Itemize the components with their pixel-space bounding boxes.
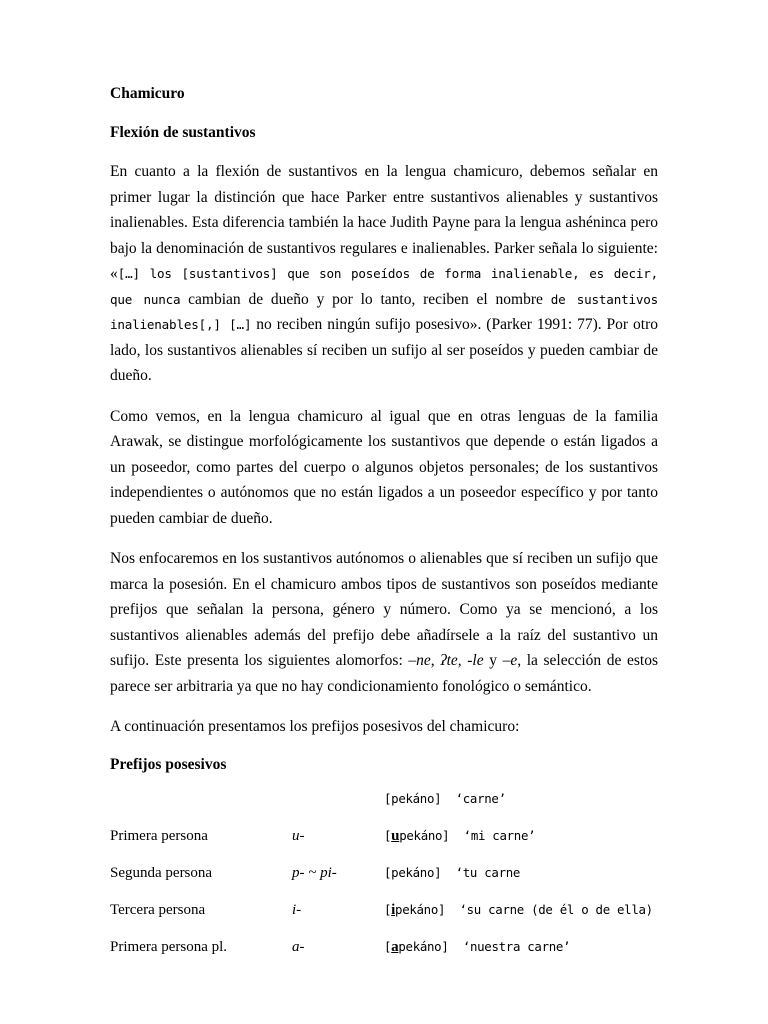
prefix-row-prefix: i-	[292, 901, 302, 918]
paragraph-1-quote-b: de sustantivos inalienables[,] […]	[110, 291, 658, 332]
prefix-row	[110, 828, 658, 865]
prefix-row-example	[384, 902, 653, 919]
prefix-row-prefix: a-	[292, 938, 305, 955]
example-bracket: [	[384, 901, 392, 917]
prefix-row	[110, 902, 658, 939]
document-page	[110, 84, 658, 976]
example-bold-prefix: a	[391, 938, 399, 955]
prefix-table	[110, 791, 658, 976]
paragraph-3-text-b: , la selección de estos parece ser arbitraria ya que no hay condicionamiento fonológico o semántico.	[110, 652, 659, 695]
example-gloss: ‘carne’	[441, 790, 506, 806]
paragraph-1-text-b: cambian de dueño y por lo tanto, reciben el nombre	[180, 290, 551, 308]
example-gloss: ‘tu carne	[441, 864, 521, 880]
paragraph-1-text-c: no reciben ningún sufijo posesivo». (Parker 1991: 77). Por otro lado, los sustantivos alienables sí reciben un sufijo al ser poseídos y pueden cambiar de dueño.	[110, 316, 658, 384]
prefix-row	[110, 791, 658, 828]
example-bracket: [	[384, 790, 392, 806]
prefix-row-prefix: p- ~ pi-	[292, 864, 337, 881]
prefix-row-person: Tercera persona	[110, 901, 206, 918]
prefix-row-person: Segunda persona	[110, 864, 213, 881]
prefix-row-prefix: u-	[292, 827, 305, 844]
example-root: pekáno]	[391, 864, 442, 880]
example-gloss: ‘su carne (de él o de ella)	[445, 901, 653, 917]
prefix-row-example	[384, 939, 570, 956]
example-root: pekáno]	[391, 790, 442, 806]
example-gloss: ‘mi carne’	[449, 827, 536, 843]
example-root: pekáno]	[399, 827, 450, 843]
example-bold-prefix: u	[391, 827, 400, 844]
paragraph-1	[110, 159, 658, 389]
paragraph-3	[110, 546, 658, 699]
document-title: Chamicuro	[110, 85, 185, 102]
paragraph-1-quote-a: […] los [sustantivos] que son poseídos de forma inalienable, es decir, que nunca	[110, 266, 658, 307]
prefix-row-example	[384, 791, 506, 806]
paragraph-3-allomorphs: –ne, ʔte, -le	[408, 652, 484, 669]
paragraph-1-text-a: En cuanto a la flexión de sustantivos en la lengua chamicuro, debemos señalar en primer lugar la distinción que hace Parker entre sustantivos alienables y sustantivos inalienables. Esta diferencia también la hace Judith Payne para la lengua ashéninca pero bajo la denominación de sustantivos regulares e inalienables. Parker señala lo siguiente: «	[110, 163, 658, 282]
prefix-heading: Prefijos posesivos	[110, 755, 227, 773]
paragraph-2: Como vemos, en la lengua chamicuro al igual que en otras lenguas de la familia Arawak, se distingue morfológicamente los sustantivos que depende o están ligados a un poseedor, como partes del cuerpo o algunos objetos personales; de los sustantivos independientes o autónomos que no están ligados a un poseedor específico y por tanto pueden cambiar de dueño.	[110, 407, 658, 527]
prefix-row-example	[384, 865, 520, 880]
example-bracket: [	[384, 938, 392, 954]
paragraph-4: A continuación presentamos los prefijos posesivos del chamicuro:	[110, 718, 520, 735]
section-heading: Flexión de sustantivos	[110, 124, 256, 141]
example-bracket: [	[384, 864, 392, 880]
prefix-row	[110, 865, 658, 902]
paragraph-3-text-a: Nos enfocaremos en los sustantivos autónomos o alienables que sí reciben un sufijo que marca la posesión. En el chamicuro ambos tipos de sustantivos son poseídos mediante prefijos que señalan la persona, género y número. Como ya se mencionó, a los sustantivos alienables además del prefijo debe añadírsele a la raíz del sustantivo un sufijo. Este presenta los siguientes alomorfos:	[110, 550, 658, 669]
paragraph-3-last-allomorph: –e	[502, 652, 518, 669]
example-gloss: ‘nuestra carne’	[448, 938, 571, 954]
example-bracket: [	[384, 827, 392, 843]
example-bold-prefix: i	[391, 901, 396, 918]
prefix-row-example	[384, 828, 535, 845]
prefix-row	[110, 939, 658, 976]
example-root: pekáno]	[395, 901, 446, 917]
prefix-row-person: Primera persona	[110, 827, 208, 844]
example-root: pekáno]	[398, 938, 449, 954]
prefix-row-person: Primera persona pl.	[110, 938, 228, 955]
paragraph-3-connector: y	[483, 652, 503, 669]
